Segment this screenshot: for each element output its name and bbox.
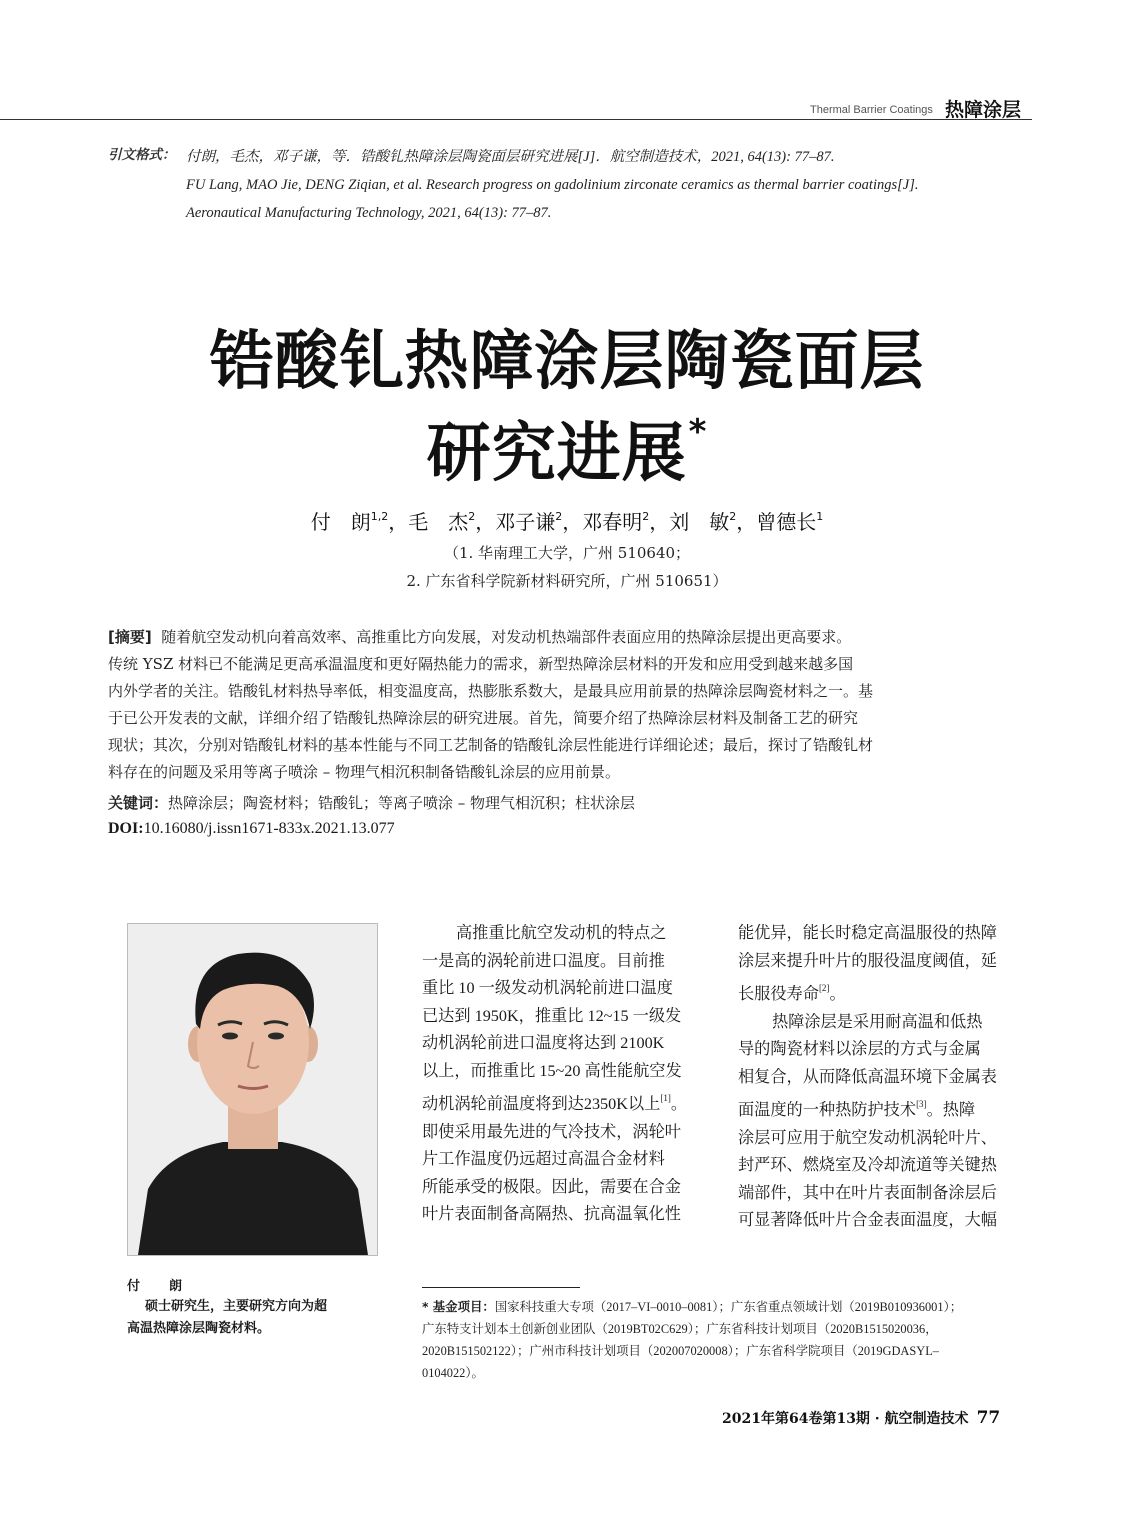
body-line: 一是高的涡轮前进口温度。目前推 <box>422 951 665 970</box>
footnote-line: * 基金项目：国家科技重大专项（2017–VI–0010–0081）；广东省重点领域计划（2019B010936001）； <box>422 1299 963 1314</box>
citation-label: 引文格式： <box>108 147 176 163</box>
author-bio-line1: 硕士研究生，主要研究方向为超 <box>145 1299 328 1314</box>
citation-ref: [3] <box>916 1099 927 1109</box>
keywords: 关键词：热障涂层；陶瓷材料；锆酸钆；等离子喷涂 – 物理气相沉积；柱状涂层 <box>108 794 636 812</box>
author: 毛 杰$^2$， <box>408 510 496 534</box>
citation-ref: [1] <box>660 1093 671 1103</box>
body-line: 高推重比航空发动机的特点之 <box>456 924 667 942</box>
body-line: 已达到 1950K，推重比 12~15 一级发 <box>422 1006 682 1025</box>
body-line: 重比 10 一级发动机涡轮前进口温度 <box>422 979 673 997</box>
body-line: 涂层来提升叶片的服役温度阈值，延 <box>738 951 997 970</box>
author-bio-name: 付 朗 <box>127 1279 191 1294</box>
body-line: 动机涡轮前温度将到达2350K以上[1]。 <box>422 1093 688 1113</box>
citation-en-line1: FU Lang, MAO Jie, DENG Ziqian, et al. Research progress on gadolinium zirconate ceramics as thermal barrier coatings[J]. <box>186 177 919 193</box>
paper-title-line1: 锆酸钆热障涂层陶瓷面层 <box>209 325 925 399</box>
page-number: 77 <box>976 1408 1001 1428</box>
body-line: 以上，而推重比 15~20 高性能航空发 <box>422 1061 682 1080</box>
body-line: 可显著降低叶片合金表面温度，大幅 <box>738 1211 997 1229</box>
header-rule <box>0 119 1032 120</box>
body-line: 相复合，从而降低高温环境下金属表 <box>738 1067 997 1086</box>
body-line: 所能承受的极限。因此，需要在合金 <box>422 1177 681 1196</box>
page-footer-text: 2021年第64卷第13期 · 航空制造技术 <box>722 1411 969 1427</box>
footnote-label: * 基金项目： <box>422 1299 495 1314</box>
abstract-line: 料存在的问题及采用等离子喷涂 – 物理气相沉积制备锆酸钆涂层的应用前景。 <box>108 763 621 781</box>
author: 邓子谦$^2$， <box>495 510 583 534</box>
body-line: 片工作温度仍远超过高温合金材料 <box>422 1150 665 1168</box>
body-line: 涂层可应用于航空发动机涡轮叶片、 <box>738 1128 997 1147</box>
affiliation-line1: （1. 华南理工大学，广州 510640； <box>443 544 691 562</box>
footnote-line: 2020B151502122）；广州市科技计划项目（202007020008）；广东省科学院项目（2019GDASYL– <box>422 1344 939 1358</box>
citation-ref: [2] <box>818 983 830 993</box>
doi-label: DOI: <box>108 820 144 837</box>
abstract-line: 现状；其次，分别对锆酸钆材料的基本性能与不同工艺制备的锆酸钆涂层性能进行详细论述；最后，探讨了锆酸钆材 <box>108 736 874 754</box>
body-line: 导的陶瓷材料以涂层的方式与金属 <box>738 1040 981 1058</box>
body-line: 面温度的一种热防护技术[3]。热障 <box>738 1099 976 1119</box>
affiliation-line2: 2. 广东省科学院新材料研究所，广州 510651） <box>406 572 728 590</box>
body-line: 热障涂层是采用耐高温和低热 <box>772 1012 983 1031</box>
body-line: 端部件，其中在叶片表面制备涂层后 <box>738 1183 997 1202</box>
body-column-2 <box>738 920 1028 1235</box>
body-line: 动机涡轮前进口温度将达到 2100K <box>422 1034 665 1052</box>
portrait-illustration <box>128 924 377 1255</box>
body-line: 叶片表面制备高隔热、抗高温氧化性 <box>422 1205 681 1223</box>
running-header-en: Thermal Barrier Coatings <box>810 104 933 116</box>
footnote-rule <box>422 1287 580 1288</box>
doi <box>108 820 395 838</box>
citation-cn: 付朗，毛杰，邓子谦，等．锆酸钆热障涂层陶瓷面层研究进展[J]．航空制造技术，2021, 64(13): 77–87. <box>186 149 835 165</box>
footnote-line: 广东特支计划本土创新创业团队（2019BT02C629）；广东省科技计划项目（2020B1515020036， <box>422 1322 938 1336</box>
abstract-line: 传统 YSZ 材料已不能满足更高承温温度和更好隔热能力的需求，新型热障涂层材料的开发和应用受到越来越多国 <box>108 655 854 673</box>
footnote-line: 0104022）。 <box>422 1366 484 1380</box>
abstract-line: [摘要] 随着航空发动机向着高效率、高推重比方向发展，对发动机热端部件表面应用的热障涂层提出更高要求。 <box>108 628 852 646</box>
doi-value: 10.16080/j.issn1671-833x.2021.13.077 <box>143 820 395 837</box>
page-footer <box>722 1408 1000 1428</box>
paper-title-line2-text: 研究进展 <box>426 417 687 491</box>
author: 刘 敏$^2$， <box>669 510 757 534</box>
author-bio-line2: 高温热障涂层陶瓷材料。 <box>127 1321 271 1336</box>
abstract-line: 内外学者的关注。锆酸钆材料热导率低，相变温度高，热膨胀系数大，是最具应用前景的热障涂层陶瓷材料之一。基 <box>108 682 874 700</box>
body-column-1 <box>422 920 712 1229</box>
author: 付 朗$^{1,2}$， <box>310 510 409 534</box>
body-line: 即使采用最先进的气冷技术，涡轮叶 <box>422 1122 681 1141</box>
author-list <box>0 506 1134 535</box>
author-photo <box>127 923 378 1256</box>
author: 曾德长$^1$ <box>756 510 824 534</box>
paper-title-line2 <box>0 402 1134 494</box>
abstract-line: 于已公开发表的文献，详细介绍了锆酸钆热障涂层的研究进展。首先，简要介绍了热障涂层材料及制备工艺的研究 <box>108 709 859 727</box>
running-header-cn: 热障涂层 <box>945 99 1022 121</box>
body-line: 封严环、燃烧室及冷却流道等关键热 <box>738 1156 997 1174</box>
keywords-label: 关键词： <box>108 794 169 812</box>
citation-en-line2: Aeronautical Manufacturing Technology, 2021, 64(13): 77–87. <box>186 205 552 221</box>
body-line: 长服役寿命[2]。 <box>738 983 846 1003</box>
title-footnote-mark: * <box>688 412 708 452</box>
body-line: 能优异，能长时稳定高温服役的热障 <box>738 924 997 942</box>
abstract-label: [摘要] <box>108 628 152 646</box>
author: 邓春明$^2$， <box>582 510 670 534</box>
